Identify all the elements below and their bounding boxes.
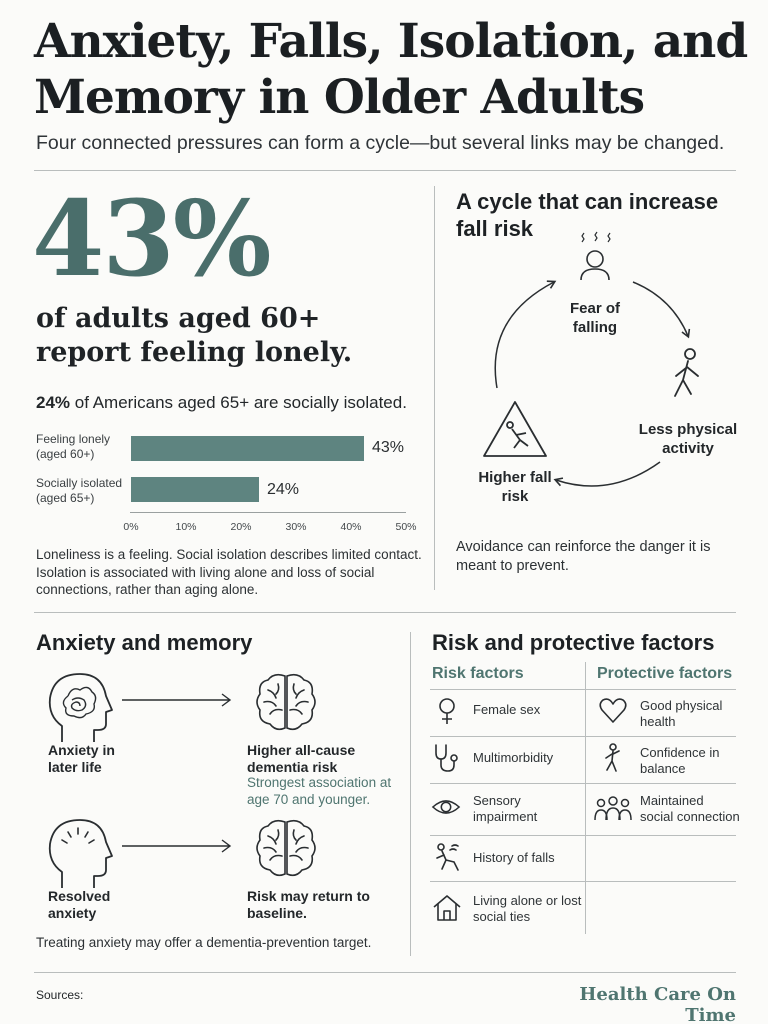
- loneliness-note: Loneliness is a feeling. Social isolation describes limited contact. Isolation is associated with living alone and loss of social connections, rather than aging alone.: [36, 547, 422, 597]
- risk-factor-living-alone: Living alone or lost social ties: [473, 893, 582, 924]
- cycle-label-fear: Fear of falling: [569, 300, 620, 336]
- dementia-risk-label: Higher all-cause dementia risk: [247, 742, 356, 775]
- bar-isolated: [131, 477, 259, 502]
- cycle-label-activity: Less physical activity: [638, 421, 738, 457]
- cycle-title: A cycle that can increase fall risk: [456, 189, 719, 241]
- warning-fall-icon: [484, 402, 546, 456]
- cycle-label-risk: Higher fall risk: [478, 469, 552, 505]
- isolation-stat-text: of Americans aged 65+ are socially isolated.: [70, 393, 407, 412]
- bar-isolated-value: 24%: [267, 481, 300, 498]
- axis-tick-label: 40%: [340, 521, 362, 533]
- bar-lonely-value: 43%: [372, 439, 405, 456]
- eye-icon: [431, 792, 461, 822]
- cycle-arrow-risk-to-fear: [495, 282, 554, 388]
- panel-divider-bottom: [410, 632, 411, 956]
- female-symbol-icon: [432, 696, 462, 726]
- risk-factor-sensory: Sensory impairment: [473, 793, 538, 824]
- balance-person-icon: [598, 743, 628, 773]
- protective-factors-heading: Protective factors: [597, 665, 733, 682]
- arrow-anxiety-to-dementia: [118, 690, 238, 710]
- bar-label-lonely: Feeling lonely (aged 60+): [36, 432, 111, 461]
- middle-divider: [34, 612, 736, 613]
- footer-divider: [34, 972, 736, 973]
- lonely-percent-stat: 43%: [32, 177, 270, 300]
- calm-head-icon: [40, 812, 120, 892]
- baseline-risk-label: Risk may return to baseline.: [247, 888, 370, 921]
- worried-person-icon: [581, 232, 610, 280]
- bar-lonely: [131, 436, 364, 461]
- walking-person-icon: [675, 349, 698, 396]
- anxious-head-icon: [40, 666, 120, 746]
- bar-axis: [130, 512, 406, 513]
- axis-tick-label: 50%: [395, 521, 417, 533]
- brain-icon: [254, 670, 318, 734]
- factor-row-line: [430, 835, 736, 836]
- axis-tick-label: 30%: [285, 521, 307, 533]
- group-icon: [594, 794, 632, 824]
- stethoscope-icon: [432, 743, 462, 773]
- axis-tick-label: 0%: [123, 521, 139, 533]
- bar-label-isolated: Socially isolated (aged 65+): [36, 476, 123, 505]
- heart-icon: [598, 696, 628, 726]
- factor-column-divider: [585, 662, 586, 934]
- factor-row-line: [430, 736, 736, 737]
- page-title: Anxiety, Falls, Isolation, and Memory in Older Adults: [34, 14, 748, 125]
- factor-row-line: [430, 783, 736, 784]
- lonely-stat-caption: of adults aged 60+ report feeling lonely.: [36, 303, 353, 368]
- anxiety-note: Treating anxiety may offer a dementia-prevention target.: [36, 935, 372, 950]
- brain-icon-baseline: [254, 816, 318, 880]
- protective-factor-social: Maintained social connection: [640, 793, 740, 824]
- strongest-association-note: Strongest association at age 70 and younger.: [247, 775, 392, 807]
- anxiety-title: Anxiety and memory: [36, 630, 253, 655]
- sources-label: Sources:: [36, 988, 84, 1002]
- arrow-resolved-to-baseline: [118, 836, 238, 856]
- isolation-stat-value: 24%: [36, 393, 71, 412]
- factor-row-line: [430, 689, 736, 690]
- falling-person-icon: [432, 842, 462, 872]
- risk-factor-falls: History of falls: [473, 850, 555, 865]
- factors-title: Risk and protective factors: [432, 630, 715, 655]
- axis-tick-label: 10%: [175, 521, 197, 533]
- cycle-arrow-activity-to-risk: [556, 462, 660, 486]
- anxiety-later-life-label: Anxiety in later life: [48, 742, 115, 775]
- axis-tick-label: 20%: [230, 521, 252, 533]
- cycle-note: Avoidance can reinforce the danger it is meant to prevent.: [456, 539, 711, 574]
- cycle-arrow-fear-to-activity: [633, 282, 688, 336]
- protective-factor-health: Good physical health: [640, 698, 723, 729]
- header-divider: [34, 170, 736, 171]
- risk-factor-female: Female sex: [473, 702, 541, 717]
- factor-row-line: [430, 881, 736, 882]
- brand-name: Health Care On Time: [579, 984, 736, 1024]
- risk-factors-heading: Risk factors: [432, 665, 524, 682]
- risk-factor-multimorbidity: Multimorbidity: [473, 750, 554, 765]
- isolation-stat: [36, 393, 407, 413]
- page-subtitle: Four connected pressures can form a cycle—but several links may be changed.: [36, 132, 725, 154]
- house-icon: [432, 893, 462, 923]
- resolved-anxiety-label: Resolved anxiety: [48, 888, 111, 921]
- panel-divider-top: [434, 186, 435, 590]
- protective-factor-balance: Confidence in balance: [640, 745, 720, 776]
